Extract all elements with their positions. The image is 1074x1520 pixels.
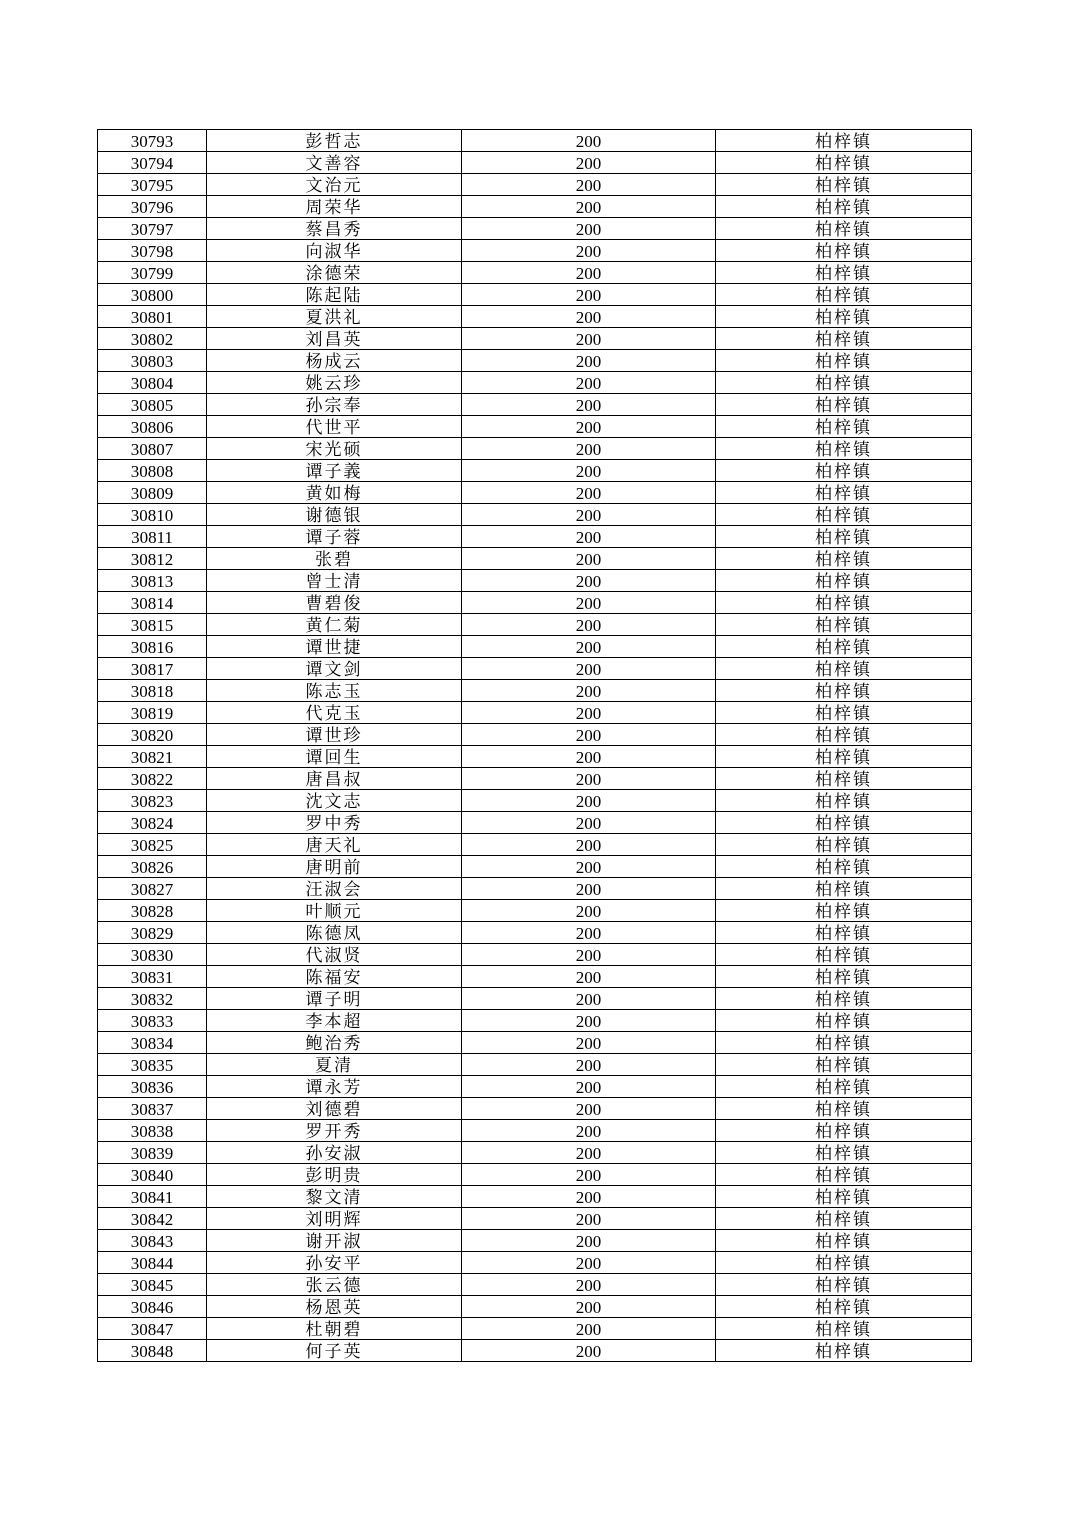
cell-name: 彭哲志	[207, 130, 462, 152]
cell-name: 叶顺元	[207, 900, 462, 922]
table-row	[98, 328, 972, 350]
cell-amount: 200	[462, 900, 716, 922]
cell-id: 30840	[98, 1164, 207, 1186]
cell-name: 孙安平	[207, 1252, 462, 1274]
table-row	[98, 658, 972, 680]
table-row	[98, 152, 972, 174]
cell-name: 曹碧俊	[207, 592, 462, 614]
cell-amount: 200	[462, 966, 716, 988]
cell-town: 柏梓镇	[716, 1296, 972, 1318]
cell-amount: 200	[462, 944, 716, 966]
cell-name: 刘明辉	[207, 1208, 462, 1230]
cell-name: 代世平	[207, 416, 462, 438]
cell-amount: 200	[462, 174, 716, 196]
cell-amount: 200	[462, 394, 716, 416]
cell-name: 陈志玉	[207, 680, 462, 702]
cell-amount: 200	[462, 592, 716, 614]
cell-name: 唐天礼	[207, 834, 462, 856]
table-row	[98, 394, 972, 416]
table-row	[98, 702, 972, 724]
cell-amount: 200	[462, 1186, 716, 1208]
cell-name: 谭世捷	[207, 636, 462, 658]
cell-name: 黄仁菊	[207, 614, 462, 636]
cell-amount: 200	[462, 416, 716, 438]
cell-town: 柏梓镇	[716, 1274, 972, 1296]
cell-town: 柏梓镇	[716, 130, 972, 152]
table-row	[98, 174, 972, 196]
cell-town: 柏梓镇	[716, 1098, 972, 1120]
table-row	[98, 1252, 972, 1274]
cell-town: 柏梓镇	[716, 636, 972, 658]
table-row	[98, 812, 972, 834]
cell-amount: 200	[462, 922, 716, 944]
table-row	[98, 218, 972, 240]
cell-amount: 200	[462, 372, 716, 394]
cell-id: 30809	[98, 482, 207, 504]
cell-town: 柏梓镇	[716, 152, 972, 174]
table-row	[98, 570, 972, 592]
cell-id: 30816	[98, 636, 207, 658]
cell-name: 谭世珍	[207, 724, 462, 746]
cell-id: 30832	[98, 988, 207, 1010]
cell-amount: 200	[462, 130, 716, 152]
cell-amount: 200	[462, 1340, 716, 1362]
table-row	[98, 988, 972, 1010]
table-row	[98, 438, 972, 460]
table-row	[98, 1230, 972, 1252]
cell-amount: 200	[462, 790, 716, 812]
cell-id: 30836	[98, 1076, 207, 1098]
cell-name: 沈文志	[207, 790, 462, 812]
cell-town: 柏梓镇	[716, 834, 972, 856]
cell-id: 30802	[98, 328, 207, 350]
table-row	[98, 900, 972, 922]
cell-name: 罗中秀	[207, 812, 462, 834]
table-row	[98, 878, 972, 900]
cell-amount: 200	[462, 834, 716, 856]
cell-id: 30843	[98, 1230, 207, 1252]
cell-amount: 200	[462, 1252, 716, 1274]
cell-id: 30822	[98, 768, 207, 790]
cell-id: 30803	[98, 350, 207, 372]
cell-id: 30824	[98, 812, 207, 834]
table-row	[98, 262, 972, 284]
cell-id: 30797	[98, 218, 207, 240]
cell-amount: 200	[462, 350, 716, 372]
cell-town: 柏梓镇	[716, 944, 972, 966]
cell-amount: 200	[462, 262, 716, 284]
cell-amount: 200	[462, 460, 716, 482]
table-row	[98, 966, 972, 988]
cell-town: 柏梓镇	[716, 812, 972, 834]
cell-id: 30833	[98, 1010, 207, 1032]
table-row	[98, 482, 972, 504]
table-row	[98, 372, 972, 394]
cell-amount: 200	[462, 240, 716, 262]
cell-amount: 200	[462, 548, 716, 570]
cell-town: 柏梓镇	[716, 570, 972, 592]
cell-town: 柏梓镇	[716, 174, 972, 196]
cell-town: 柏梓镇	[716, 614, 972, 636]
cell-amount: 200	[462, 1054, 716, 1076]
cell-town: 柏梓镇	[716, 1032, 972, 1054]
cell-amount: 200	[462, 152, 716, 174]
cell-id: 30823	[98, 790, 207, 812]
table-row	[98, 548, 972, 570]
cell-name: 杨成云	[207, 350, 462, 372]
cell-id: 30828	[98, 900, 207, 922]
table-row	[98, 680, 972, 702]
cell-amount: 200	[462, 1318, 716, 1340]
cell-id: 30847	[98, 1318, 207, 1340]
cell-id: 30845	[98, 1274, 207, 1296]
cell-id: 30827	[98, 878, 207, 900]
cell-name: 杨恩英	[207, 1296, 462, 1318]
cell-town: 柏梓镇	[716, 1142, 972, 1164]
cell-amount: 200	[462, 196, 716, 218]
cell-id: 30801	[98, 306, 207, 328]
cell-amount: 200	[462, 1230, 716, 1252]
table-row	[98, 1208, 972, 1230]
cell-name: 代淑贤	[207, 944, 462, 966]
cell-town: 柏梓镇	[716, 966, 972, 988]
cell-town: 柏梓镇	[716, 394, 972, 416]
cell-name: 谭子蓉	[207, 526, 462, 548]
table-row	[98, 1054, 972, 1076]
cell-town: 柏梓镇	[716, 746, 972, 768]
cell-id: 30831	[98, 966, 207, 988]
table-row	[98, 306, 972, 328]
table-row	[98, 284, 972, 306]
cell-amount: 200	[462, 1098, 716, 1120]
cell-id: 30793	[98, 130, 207, 152]
cell-name: 代克玉	[207, 702, 462, 724]
table-row	[98, 944, 972, 966]
cell-amount: 200	[462, 1142, 716, 1164]
cell-id: 30848	[98, 1340, 207, 1362]
cell-id: 30812	[98, 548, 207, 570]
table-row	[98, 1340, 972, 1362]
table-row	[98, 196, 972, 218]
cell-amount: 200	[462, 1032, 716, 1054]
cell-name: 谭子義	[207, 460, 462, 482]
cell-town: 柏梓镇	[716, 1076, 972, 1098]
cell-amount: 200	[462, 570, 716, 592]
cell-name: 陈福安	[207, 966, 462, 988]
cell-name: 周荣华	[207, 196, 462, 218]
cell-amount: 200	[462, 1010, 716, 1032]
cell-town: 柏梓镇	[716, 438, 972, 460]
cell-id: 30835	[98, 1054, 207, 1076]
table-row	[98, 130, 972, 152]
cell-town: 柏梓镇	[716, 328, 972, 350]
cell-amount: 200	[462, 284, 716, 306]
table-row	[98, 460, 972, 482]
cell-town: 柏梓镇	[716, 240, 972, 262]
cell-name: 黄如梅	[207, 482, 462, 504]
cell-id: 30804	[98, 372, 207, 394]
cell-town: 柏梓镇	[716, 1340, 972, 1362]
table-row	[98, 1098, 972, 1120]
cell-amount: 200	[462, 988, 716, 1010]
cell-name: 汪淑会	[207, 878, 462, 900]
cell-name: 曾士清	[207, 570, 462, 592]
cell-id: 30807	[98, 438, 207, 460]
cell-name: 孙宗奉	[207, 394, 462, 416]
table-row	[98, 1274, 972, 1296]
cell-amount: 200	[462, 1274, 716, 1296]
cell-town: 柏梓镇	[716, 592, 972, 614]
cell-id: 30825	[98, 834, 207, 856]
cell-town: 柏梓镇	[716, 724, 972, 746]
cell-town: 柏梓镇	[716, 504, 972, 526]
cell-name: 唐昌叔	[207, 768, 462, 790]
cell-id: 30813	[98, 570, 207, 592]
cell-id: 30815	[98, 614, 207, 636]
cell-town: 柏梓镇	[716, 284, 972, 306]
table-row	[98, 856, 972, 878]
cell-town: 柏梓镇	[716, 416, 972, 438]
cell-id: 30817	[98, 658, 207, 680]
cell-name: 杜朝碧	[207, 1318, 462, 1340]
cell-amount: 200	[462, 680, 716, 702]
cell-town: 柏梓镇	[716, 856, 972, 878]
cell-name: 刘德碧	[207, 1098, 462, 1120]
cell-id: 30814	[98, 592, 207, 614]
table-row	[98, 350, 972, 372]
cell-id: 30799	[98, 262, 207, 284]
cell-town: 柏梓镇	[716, 1230, 972, 1252]
cell-name: 张碧	[207, 548, 462, 570]
cell-name: 孙安淑	[207, 1142, 462, 1164]
cell-name: 向淑华	[207, 240, 462, 262]
cell-name: 谢德银	[207, 504, 462, 526]
table-row	[98, 1164, 972, 1186]
cell-town: 柏梓镇	[716, 922, 972, 944]
cell-name: 谭永芳	[207, 1076, 462, 1098]
table-row	[98, 1142, 972, 1164]
cell-id: 30818	[98, 680, 207, 702]
cell-id: 30795	[98, 174, 207, 196]
cell-id: 30805	[98, 394, 207, 416]
cell-town: 柏梓镇	[716, 372, 972, 394]
cell-id: 30838	[98, 1120, 207, 1142]
cell-id: 30826	[98, 856, 207, 878]
cell-name: 何子英	[207, 1340, 462, 1362]
cell-amount: 200	[462, 306, 716, 328]
cell-name: 陈起陆	[207, 284, 462, 306]
cell-id: 30841	[98, 1186, 207, 1208]
table-row	[98, 1010, 972, 1032]
cell-amount: 200	[462, 526, 716, 548]
cell-town: 柏梓镇	[716, 1318, 972, 1340]
cell-id: 30820	[98, 724, 207, 746]
cell-id: 30846	[98, 1296, 207, 1318]
cell-name: 宋光硕	[207, 438, 462, 460]
cell-name: 姚云珍	[207, 372, 462, 394]
cell-amount: 200	[462, 482, 716, 504]
cell-town: 柏梓镇	[716, 1252, 972, 1274]
table-row	[98, 636, 972, 658]
table-row	[98, 504, 972, 526]
table-row	[98, 1032, 972, 1054]
cell-id: 30798	[98, 240, 207, 262]
table-body	[98, 130, 972, 1362]
cell-amount: 200	[462, 878, 716, 900]
cell-name: 夏清	[207, 1054, 462, 1076]
cell-town: 柏梓镇	[716, 1010, 972, 1032]
cell-town: 柏梓镇	[716, 988, 972, 1010]
cell-id: 30844	[98, 1252, 207, 1274]
cell-amount: 200	[462, 438, 716, 460]
cell-name: 谭文剑	[207, 658, 462, 680]
cell-town: 柏梓镇	[716, 526, 972, 548]
cell-town: 柏梓镇	[716, 350, 972, 372]
cell-name: 唐明前	[207, 856, 462, 878]
cell-name: 黎文清	[207, 1186, 462, 1208]
table-row	[98, 1186, 972, 1208]
cell-id: 30829	[98, 922, 207, 944]
table-row	[98, 790, 972, 812]
cell-id: 30796	[98, 196, 207, 218]
cell-id: 30811	[98, 526, 207, 548]
cell-town: 柏梓镇	[716, 900, 972, 922]
cell-name: 张云德	[207, 1274, 462, 1296]
table-row	[98, 834, 972, 856]
cell-name: 陈德凤	[207, 922, 462, 944]
table-row	[98, 768, 972, 790]
table-row	[98, 724, 972, 746]
cell-name: 谭子明	[207, 988, 462, 1010]
cell-amount: 200	[462, 746, 716, 768]
cell-name: 文治元	[207, 174, 462, 196]
cell-name: 文善容	[207, 152, 462, 174]
table-row	[98, 1318, 972, 1340]
table-row	[98, 526, 972, 548]
cell-id: 30806	[98, 416, 207, 438]
cell-name: 刘昌英	[207, 328, 462, 350]
cell-town: 柏梓镇	[716, 262, 972, 284]
cell-town: 柏梓镇	[716, 878, 972, 900]
cell-amount: 200	[462, 1296, 716, 1318]
cell-amount: 200	[462, 658, 716, 680]
cell-name: 谢开淑	[207, 1230, 462, 1252]
cell-name: 李本超	[207, 1010, 462, 1032]
table-row	[98, 614, 972, 636]
cell-town: 柏梓镇	[716, 460, 972, 482]
cell-amount: 200	[462, 218, 716, 240]
cell-amount: 200	[462, 614, 716, 636]
cell-id: 30839	[98, 1142, 207, 1164]
cell-amount: 200	[462, 856, 716, 878]
cell-name: 罗开秀	[207, 1120, 462, 1142]
table-row	[98, 416, 972, 438]
cell-name: 鲍治秀	[207, 1032, 462, 1054]
cell-town: 柏梓镇	[716, 1164, 972, 1186]
cell-amount: 200	[462, 328, 716, 350]
cell-id: 30808	[98, 460, 207, 482]
table-row	[98, 746, 972, 768]
table-row	[98, 922, 972, 944]
table-row	[98, 1120, 972, 1142]
cell-amount: 200	[462, 724, 716, 746]
cell-town: 柏梓镇	[716, 680, 972, 702]
table-row	[98, 1076, 972, 1098]
cell-town: 柏梓镇	[716, 548, 972, 570]
cell-id: 30834	[98, 1032, 207, 1054]
cell-id: 30819	[98, 702, 207, 724]
cell-id: 30794	[98, 152, 207, 174]
table-row	[98, 592, 972, 614]
cell-town: 柏梓镇	[716, 1186, 972, 1208]
cell-id: 30830	[98, 944, 207, 966]
cell-town: 柏梓镇	[716, 658, 972, 680]
cell-amount: 200	[462, 1164, 716, 1186]
cell-id: 30800	[98, 284, 207, 306]
cell-town: 柏梓镇	[716, 790, 972, 812]
cell-id: 30821	[98, 746, 207, 768]
cell-amount: 200	[462, 768, 716, 790]
cell-town: 柏梓镇	[716, 1120, 972, 1142]
cell-amount: 200	[462, 1208, 716, 1230]
cell-town: 柏梓镇	[716, 702, 972, 724]
cell-town: 柏梓镇	[716, 218, 972, 240]
cell-amount: 200	[462, 1076, 716, 1098]
cell-name: 夏洪礼	[207, 306, 462, 328]
table-row	[98, 240, 972, 262]
table-row	[98, 1296, 972, 1318]
cell-town: 柏梓镇	[716, 196, 972, 218]
cell-town: 柏梓镇	[716, 482, 972, 504]
cell-id: 30810	[98, 504, 207, 526]
cell-name: 蔡昌秀	[207, 218, 462, 240]
cell-amount: 200	[462, 504, 716, 526]
cell-name: 涂德荣	[207, 262, 462, 284]
data-table	[97, 129, 972, 1362]
cell-town: 柏梓镇	[716, 306, 972, 328]
cell-amount: 200	[462, 702, 716, 724]
cell-town: 柏梓镇	[716, 768, 972, 790]
cell-town: 柏梓镇	[716, 1208, 972, 1230]
cell-id: 30842	[98, 1208, 207, 1230]
cell-amount: 200	[462, 636, 716, 658]
cell-town: 柏梓镇	[716, 1054, 972, 1076]
cell-name: 彭明贵	[207, 1164, 462, 1186]
cell-amount: 200	[462, 1120, 716, 1142]
cell-amount: 200	[462, 812, 716, 834]
cell-id: 30837	[98, 1098, 207, 1120]
cell-name: 谭回生	[207, 746, 462, 768]
